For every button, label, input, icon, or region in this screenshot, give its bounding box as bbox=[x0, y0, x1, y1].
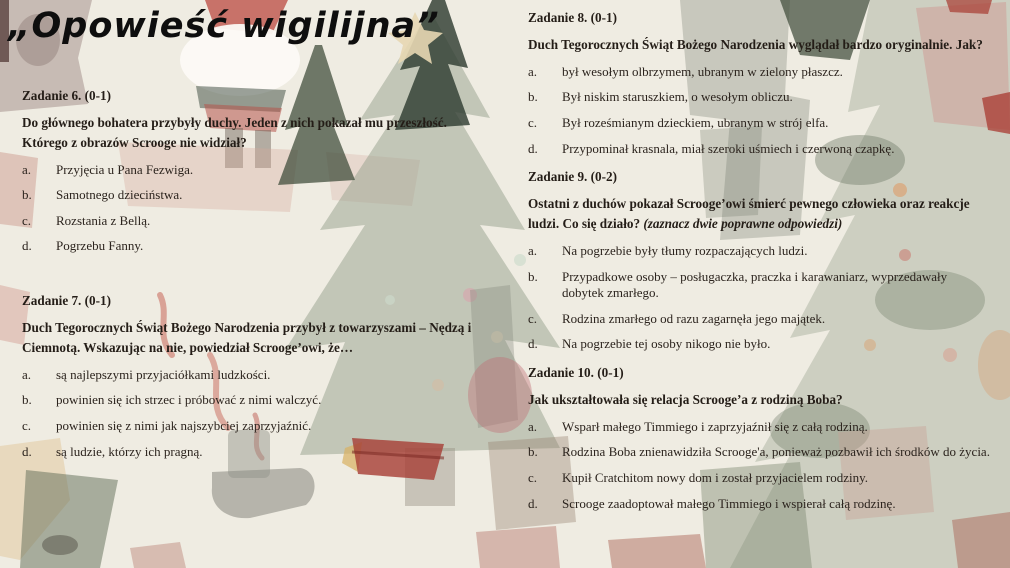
answer-letter: d. bbox=[528, 495, 538, 511]
answer-option bbox=[22, 213, 492, 230]
answer-option bbox=[528, 115, 990, 132]
question-header: Zadanie 6. (0-1) bbox=[22, 88, 112, 103]
answer-option bbox=[22, 238, 492, 255]
answer-letter: b. bbox=[528, 444, 538, 460]
question-zadanie-10 bbox=[528, 365, 990, 512]
question-header: Zadanie 10. (0-1) bbox=[528, 365, 624, 381]
answer-text: Rodzina zmarłego od razu zagarnęła jego majątek. bbox=[562, 310, 826, 326]
answer-letter: d. bbox=[528, 140, 538, 156]
answer-text: powinien się ich strzec i próbować z nimi walczyć. bbox=[56, 392, 322, 408]
answer-option bbox=[528, 419, 990, 436]
answer-letter: b. bbox=[528, 268, 538, 284]
answer-list bbox=[22, 162, 492, 256]
answer-option bbox=[528, 336, 990, 353]
answer-option bbox=[528, 269, 990, 302]
page-title: „Opowieść wigilijna” bbox=[8, 6, 440, 46]
left-column bbox=[22, 88, 492, 469]
answer-letter: c. bbox=[528, 470, 538, 486]
question-text: Jak ukształtowała się relacja Scrooge’a z rodziną Boba? bbox=[528, 392, 843, 408]
answer-option bbox=[22, 418, 492, 435]
answer-list bbox=[22, 367, 492, 461]
answer-text: powinien się z nimi jak najszybciej zaprzyjaźnić. bbox=[56, 417, 312, 433]
question-text-main: Ostatni z duchów pokazał Scrooge’owi śmierć pewnego człowieka oraz reakcje ludzi. Co się działo? bbox=[528, 196, 970, 232]
answer-letter: a. bbox=[22, 366, 32, 382]
answer-text: Na pogrzebie tej osoby nikogo nie było. bbox=[562, 336, 771, 352]
answer-letter: d. bbox=[528, 336, 538, 352]
question-zadanie-8 bbox=[528, 10, 990, 157]
answer-option bbox=[528, 243, 990, 260]
answer-list bbox=[528, 419, 990, 513]
answer-option bbox=[22, 367, 492, 384]
answer-letter: a. bbox=[528, 63, 538, 79]
answer-text: był wesołym olbrzymem, ubranym w zielony płaszcz. bbox=[562, 63, 843, 79]
right-column bbox=[528, 10, 990, 521]
answer-text: Wsparł małego Timmiego i zaprzyjaźnił się z całą rodziną. bbox=[562, 418, 868, 434]
answer-option bbox=[528, 470, 990, 487]
answer-option bbox=[22, 162, 492, 179]
question-text: Do głównego bohatera przybyły duchy. Jeden z nich pokazał mu przeszłość. Którego z obrazów Scrooge nie widział? bbox=[22, 115, 447, 150]
question-header: Zadanie 9. (0-2) bbox=[528, 169, 618, 185]
answer-letter: c. bbox=[22, 212, 32, 228]
answer-option bbox=[22, 392, 492, 409]
answer-option bbox=[22, 187, 492, 204]
answer-text: Przypominał krasnala, miał szeroki uśmiech i czerwoną czapkę. bbox=[562, 140, 895, 156]
answer-option bbox=[528, 141, 990, 158]
answer-letter: d. bbox=[22, 443, 32, 459]
answer-text: Samotnego dzieciństwa. bbox=[56, 187, 183, 203]
answer-list bbox=[528, 64, 990, 158]
answer-option bbox=[528, 64, 990, 81]
answer-text: Scrooge zaadoptował małego Timmiego i wspierał całą rodzinę. bbox=[562, 495, 896, 511]
answer-option bbox=[528, 89, 990, 106]
answer-text: Pogrzebu Fanny. bbox=[56, 238, 144, 254]
answer-option bbox=[528, 496, 990, 513]
question-zadanie-7 bbox=[22, 293, 492, 460]
question-text: Duch Tegorocznych Świąt Bożego Narodzenia wyglądał bardzo oryginalnie. Jak? bbox=[528, 37, 983, 52]
question-text: Duch Tegorocznych Świąt Bożego Narodzenia przybył z towarzyszami – Nędzą i Ciemnotą. Wskazując na nie, powiedział Scrooge’owi, że… bbox=[22, 320, 472, 355]
answer-text: są ludzie, którzy ich pragną. bbox=[56, 443, 203, 459]
answer-list bbox=[528, 243, 990, 353]
answer-text: Rozstania z Bellą. bbox=[56, 212, 151, 228]
answer-letter: a. bbox=[528, 418, 538, 434]
answer-text: Na pogrzebie były tłumy rozpaczających ludzi. bbox=[562, 242, 808, 258]
question-text bbox=[528, 194, 990, 234]
answer-letter: b. bbox=[528, 89, 538, 105]
answer-option bbox=[528, 311, 990, 328]
answer-text: są najlepszymi przyjaciółkami ludzkości. bbox=[56, 366, 271, 382]
answer-letter: c. bbox=[22, 417, 32, 433]
question-header: Zadanie 8. (0-1) bbox=[528, 10, 618, 25]
answer-letter: c. bbox=[528, 115, 538, 131]
question-zadanie-9 bbox=[528, 169, 990, 353]
answer-text: Przypadkowe osoby – posługaczka, praczka i karawaniarz, wyprzedawały dobytek zmarłego. bbox=[562, 268, 948, 301]
answer-text: Przyjęcia u Pana Fezwiga. bbox=[56, 161, 194, 177]
answer-option bbox=[528, 444, 990, 461]
answer-text: Kupił Cratchitom nowy dom i został przyjacielem rodziny. bbox=[562, 470, 869, 486]
question-note: (zaznacz dwie poprawne odpowiedzi) bbox=[643, 216, 843, 232]
answer-text: Był roześmianym dzieckiem, ubranym w strój elfa. bbox=[562, 115, 829, 131]
answer-text: Rodzina Boba znienawidziła Scrooge'a, ponieważ pozbawił ich środków do życia. bbox=[562, 444, 990, 460]
answer-option bbox=[22, 444, 492, 461]
answer-letter: d. bbox=[22, 238, 32, 254]
answer-letter: b. bbox=[22, 392, 32, 408]
answer-letter: a. bbox=[22, 161, 32, 177]
answer-letter: b. bbox=[22, 187, 32, 203]
question-header: Zadanie 7. (0-1) bbox=[22, 293, 112, 309]
question-zadanie-6 bbox=[22, 88, 492, 255]
answer-text: Był niskim staruszkiem, o wesołym obliczu. bbox=[562, 89, 793, 105]
answer-letter: c. bbox=[528, 310, 538, 326]
answer-letter: a. bbox=[528, 242, 538, 258]
